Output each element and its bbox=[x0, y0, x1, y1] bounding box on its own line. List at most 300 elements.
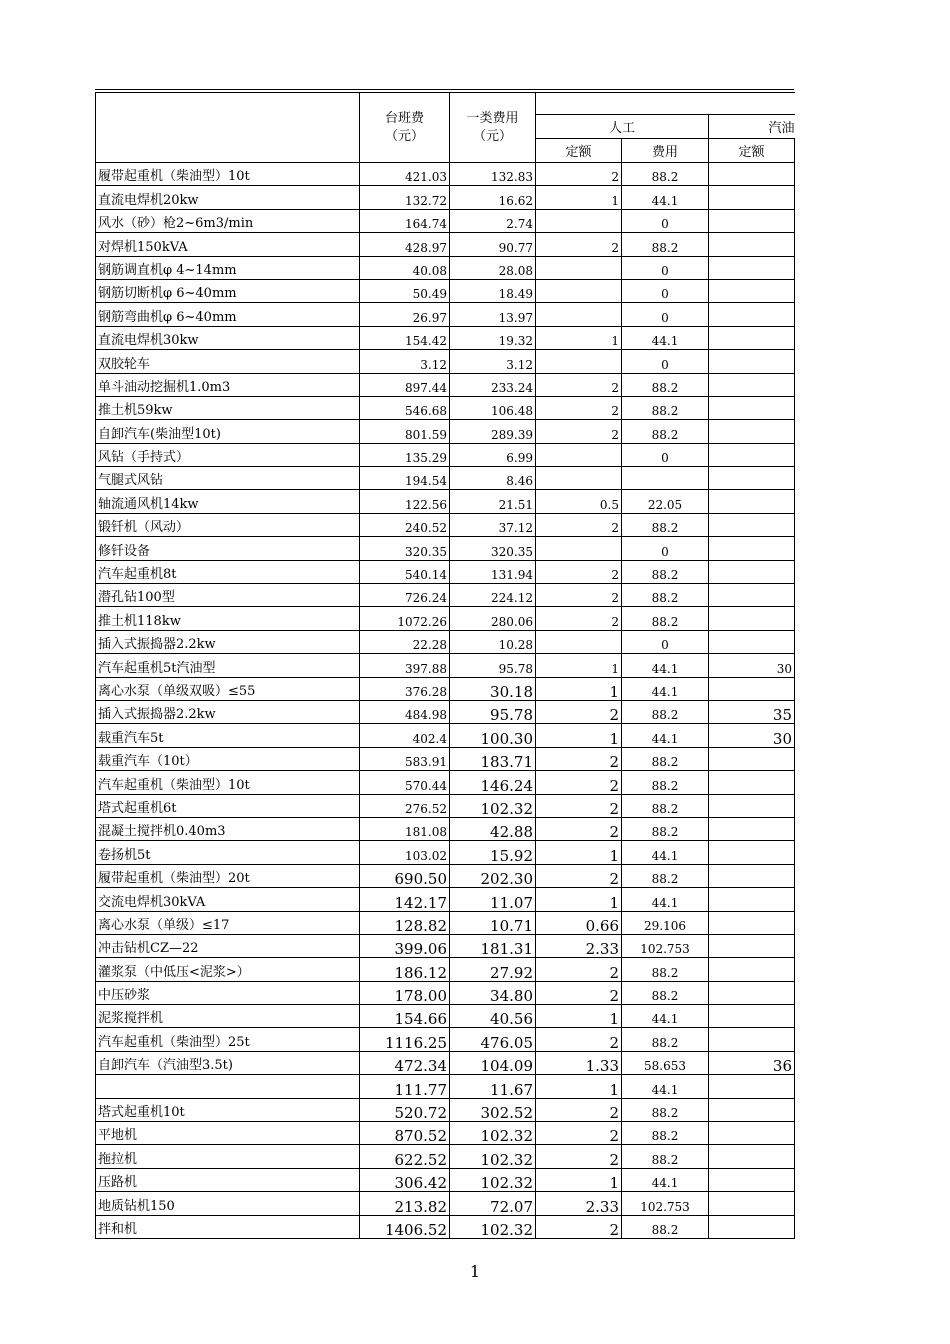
row-cat1: 146.24 bbox=[450, 771, 536, 794]
row-name: 离心水泵（单级）≤17 bbox=[96, 911, 360, 934]
row-fee: 306.42 bbox=[360, 1168, 450, 1191]
row-cat1: 289.39 bbox=[450, 420, 536, 443]
row-name: 自卸汽车（汽油型3.5t) bbox=[96, 1051, 360, 1074]
row-gas-quota bbox=[709, 326, 795, 349]
row-labor-cost: 44.1 bbox=[622, 1168, 709, 1191]
row-labor-cost: 0 bbox=[622, 350, 709, 373]
row-labor-quota: 1.33 bbox=[536, 1051, 622, 1074]
row-gas-quota bbox=[709, 911, 795, 934]
row-labor-cost: 44.1 bbox=[622, 654, 709, 677]
row-name: 卷扬机5t bbox=[96, 841, 360, 864]
table-row bbox=[96, 467, 795, 490]
table-row bbox=[96, 747, 795, 770]
row-labor-quota: 2 bbox=[536, 771, 622, 794]
row-name: 气腿式风钻 bbox=[96, 467, 360, 490]
row-fee: 801.59 bbox=[360, 420, 450, 443]
row-gas-quota bbox=[709, 303, 795, 326]
row-gas-quota bbox=[709, 467, 795, 490]
row-gas-quota bbox=[709, 256, 795, 279]
row-fee: 690.50 bbox=[360, 864, 450, 887]
row-cat1: 181.31 bbox=[450, 934, 536, 957]
row-labor-quota bbox=[536, 279, 622, 302]
row-cat1: 8.46 bbox=[450, 467, 536, 490]
row-fee: 540.14 bbox=[360, 560, 450, 583]
row-name: 平地机 bbox=[96, 1122, 360, 1145]
row-labor-cost: 0 bbox=[622, 303, 709, 326]
row-gas-quota bbox=[709, 934, 795, 957]
row-gas-quota bbox=[709, 1005, 795, 1028]
row-cat1: 18.49 bbox=[450, 279, 536, 302]
table-row bbox=[96, 1028, 795, 1051]
row-labor-quota: 2 bbox=[536, 1145, 622, 1168]
table-row bbox=[96, 186, 795, 209]
row-labor-quota: 2 bbox=[536, 233, 622, 256]
row-name: 对焊机150kVA bbox=[96, 233, 360, 256]
row-gas-quota bbox=[709, 630, 795, 653]
row-labor-cost: 88.2 bbox=[622, 864, 709, 887]
row-name: 载重汽车（10t） bbox=[96, 747, 360, 770]
row-fee: 154.66 bbox=[360, 1005, 450, 1028]
row-labor-quota: 1 bbox=[536, 326, 622, 349]
row-fee: 1116.25 bbox=[360, 1028, 450, 1051]
row-name: 插入式振捣器2.2kw bbox=[96, 700, 360, 723]
table-row bbox=[96, 934, 795, 957]
row-labor-quota bbox=[536, 303, 622, 326]
table-row bbox=[96, 233, 795, 256]
table-row bbox=[96, 396, 795, 419]
row-name: 汽车起重机（柴油型）25t bbox=[96, 1028, 360, 1051]
row-labor-cost: 44.1 bbox=[622, 677, 709, 700]
row-name: 泥浆搅拌机 bbox=[96, 1005, 360, 1028]
row-name: 汽车起重机（柴油型）10t bbox=[96, 771, 360, 794]
row-labor-cost: 102.753 bbox=[622, 934, 709, 957]
row-cat1: 202.30 bbox=[450, 864, 536, 887]
row-gas-quota bbox=[709, 279, 795, 302]
table-row bbox=[96, 958, 795, 981]
table-row bbox=[96, 1122, 795, 1145]
row-fee: 213.82 bbox=[360, 1192, 450, 1215]
row-labor-quota: 2 bbox=[536, 163, 622, 186]
row-gas-quota bbox=[709, 396, 795, 419]
row-cat1: 40.56 bbox=[450, 1005, 536, 1028]
table-row bbox=[96, 700, 795, 723]
table-row bbox=[96, 560, 795, 583]
row-labor-quota bbox=[536, 443, 622, 466]
row-fee: 320.35 bbox=[360, 537, 450, 560]
row-labor-cost: 88.2 bbox=[622, 373, 709, 396]
row-cat1: 72.07 bbox=[450, 1192, 536, 1215]
row-gas-quota bbox=[709, 233, 795, 256]
row-gas-quota: 30 bbox=[709, 654, 795, 677]
row-labor-quota: 2 bbox=[536, 396, 622, 419]
row-labor-cost: 88.2 bbox=[622, 817, 709, 840]
row-gas-quota bbox=[709, 490, 795, 513]
row-name: 拌和机 bbox=[96, 1215, 360, 1238]
row-gas-quota bbox=[709, 958, 795, 981]
row-cat1: 106.48 bbox=[450, 396, 536, 419]
row-labor-cost: 88.2 bbox=[622, 747, 709, 770]
row-fee: 870.52 bbox=[360, 1122, 450, 1145]
row-gas-quota bbox=[709, 186, 795, 209]
row-fee: 472.34 bbox=[360, 1051, 450, 1074]
row-gas-quota bbox=[709, 841, 795, 864]
row-name: 锻钎机（风动） bbox=[96, 513, 360, 536]
row-cat1: 6.99 bbox=[450, 443, 536, 466]
row-cat1: 28.08 bbox=[450, 256, 536, 279]
header-spacer bbox=[536, 93, 795, 115]
row-labor-quota: 2 bbox=[536, 513, 622, 536]
row-labor-quota: 1 bbox=[536, 677, 622, 700]
row-cat1: 13.97 bbox=[450, 303, 536, 326]
row-name: 风钻（手持式） bbox=[96, 443, 360, 466]
row-name: 交流电焊机30kVA bbox=[96, 888, 360, 911]
row-labor-cost: 88.2 bbox=[622, 794, 709, 817]
row-labor-quota: 1 bbox=[536, 1075, 622, 1098]
row-labor-cost: 88.2 bbox=[622, 1122, 709, 1145]
row-gas-quota bbox=[709, 747, 795, 770]
row-cat1: 11.67 bbox=[450, 1075, 536, 1098]
table-row bbox=[96, 724, 795, 747]
row-name: 直流电焊机20kw bbox=[96, 186, 360, 209]
row-fee: 376.28 bbox=[360, 677, 450, 700]
row-labor-quota bbox=[536, 630, 622, 653]
table-body bbox=[96, 163, 795, 1239]
row-name: 塔式起重机6t bbox=[96, 794, 360, 817]
row-gas-quota bbox=[709, 981, 795, 1004]
row-fee: 132.72 bbox=[360, 186, 450, 209]
row-gas-quota bbox=[709, 1145, 795, 1168]
table-row bbox=[96, 1145, 795, 1168]
row-name: 压路机 bbox=[96, 1168, 360, 1191]
table-row bbox=[96, 1098, 795, 1121]
header-labor-cost: 费用 bbox=[622, 139, 709, 163]
row-fee: 399.06 bbox=[360, 934, 450, 957]
row-gas-quota bbox=[709, 794, 795, 817]
row-name: 拖拉机 bbox=[96, 1145, 360, 1168]
row-labor-quota bbox=[536, 537, 622, 560]
row-fee: 1072.26 bbox=[360, 607, 450, 630]
table-row bbox=[96, 303, 795, 326]
table-row bbox=[96, 1215, 795, 1238]
row-cat1: 100.30 bbox=[450, 724, 536, 747]
row-labor-quota: 2 bbox=[536, 747, 622, 770]
row-cat1: 104.09 bbox=[450, 1051, 536, 1074]
row-labor-quota: 2 bbox=[536, 607, 622, 630]
row-name: 潜孔钻100型 bbox=[96, 584, 360, 607]
row-cat1: 10.28 bbox=[450, 630, 536, 653]
row-labor-cost: 88.2 bbox=[622, 1145, 709, 1168]
row-labor-quota: 2 bbox=[536, 560, 622, 583]
row-labor-quota: 2 bbox=[536, 700, 622, 723]
row-name: 风水（砂）枪2~6m3/min bbox=[96, 209, 360, 232]
row-labor-cost: 22.05 bbox=[622, 490, 709, 513]
row-cat1: 102.32 bbox=[450, 1122, 536, 1145]
row-labor-quota bbox=[536, 350, 622, 373]
row-name: 塔式起重机10t bbox=[96, 1098, 360, 1121]
row-gas-quota bbox=[709, 163, 795, 186]
row-labor-cost: 88.2 bbox=[622, 1215, 709, 1238]
row-labor-quota: 2.33 bbox=[536, 1192, 622, 1215]
header-group-labor: 人工 bbox=[536, 115, 709, 139]
row-fee: 178.00 bbox=[360, 981, 450, 1004]
row-name: 履带起重机（柴油型）10t bbox=[96, 163, 360, 186]
row-fee: 154.42 bbox=[360, 326, 450, 349]
row-gas-quota bbox=[709, 817, 795, 840]
row-labor-cost: 29.106 bbox=[622, 911, 709, 934]
row-labor-quota: 2 bbox=[536, 1122, 622, 1145]
row-labor-cost: 44.1 bbox=[622, 1075, 709, 1098]
row-labor-cost: 88.2 bbox=[622, 513, 709, 536]
row-cat1: 102.32 bbox=[450, 1168, 536, 1191]
row-labor-cost: 88.2 bbox=[622, 584, 709, 607]
row-cat1: 11.07 bbox=[450, 888, 536, 911]
row-cat1: 131.94 bbox=[450, 560, 536, 583]
row-gas-quota bbox=[709, 209, 795, 232]
row-labor-quota: 2 bbox=[536, 584, 622, 607]
row-fee: 40.08 bbox=[360, 256, 450, 279]
row-labor-cost: 88.2 bbox=[622, 981, 709, 1004]
row-name: 直流电焊机30kw bbox=[96, 326, 360, 349]
row-labor-cost: 88.2 bbox=[622, 163, 709, 186]
row-labor-quota: 1 bbox=[536, 1168, 622, 1191]
row-labor-cost: 88.2 bbox=[622, 607, 709, 630]
row-cat1: 34.80 bbox=[450, 981, 536, 1004]
row-labor-cost: 88.2 bbox=[622, 420, 709, 443]
row-gas-quota bbox=[709, 537, 795, 560]
row-gas-quota bbox=[709, 771, 795, 794]
row-labor-quota: 1 bbox=[536, 888, 622, 911]
header-labor-quota: 定额 bbox=[536, 139, 622, 163]
row-cat1: 30.18 bbox=[450, 677, 536, 700]
row-fee: 181.08 bbox=[360, 817, 450, 840]
row-gas-quota bbox=[709, 1122, 795, 1145]
row-labor-cost: 44.1 bbox=[622, 841, 709, 864]
row-labor-cost: 44.1 bbox=[622, 888, 709, 911]
row-fee: 428.97 bbox=[360, 233, 450, 256]
table-row bbox=[96, 279, 795, 302]
row-gas-quota: 35 bbox=[709, 700, 795, 723]
row-labor-cost: 58.653 bbox=[622, 1051, 709, 1074]
row-labor-cost: 0 bbox=[622, 630, 709, 653]
row-cat1: 183.71 bbox=[450, 747, 536, 770]
row-labor-quota: 2 bbox=[536, 958, 622, 981]
row-cat1: 21.51 bbox=[450, 490, 536, 513]
row-gas-quota bbox=[709, 677, 795, 700]
row-cat1: 102.32 bbox=[450, 1215, 536, 1238]
row-labor-cost: 88.2 bbox=[622, 1098, 709, 1121]
row-gas-quota bbox=[709, 1028, 795, 1051]
row-name: 履带起重机（柴油型）20t bbox=[96, 864, 360, 887]
row-labor-cost: 44.1 bbox=[622, 186, 709, 209]
row-name: 混凝土搅拌机0.40m3 bbox=[96, 817, 360, 840]
row-labor-cost bbox=[622, 467, 709, 490]
header-cat1: 一类费用 （元） bbox=[450, 93, 536, 163]
table-row bbox=[96, 794, 795, 817]
row-fee: 186.12 bbox=[360, 958, 450, 981]
row-cat1: 320.35 bbox=[450, 537, 536, 560]
row-name: 插入式振捣器2.2kw bbox=[96, 630, 360, 653]
row-cat1: 132.83 bbox=[450, 163, 536, 186]
table-row bbox=[96, 864, 795, 887]
row-fee: 3.12 bbox=[360, 350, 450, 373]
row-fee: 103.02 bbox=[360, 841, 450, 864]
table-row bbox=[96, 256, 795, 279]
header-fee: 台班费 （元） bbox=[360, 93, 450, 163]
row-labor-cost: 0 bbox=[622, 537, 709, 560]
header-name-cell bbox=[96, 93, 360, 163]
row-fee: 164.74 bbox=[360, 209, 450, 232]
row-fee: 520.72 bbox=[360, 1098, 450, 1121]
row-labor-quota: 1 bbox=[536, 1005, 622, 1028]
row-gas-quota bbox=[709, 1098, 795, 1121]
row-fee: 22.28 bbox=[360, 630, 450, 653]
table-row bbox=[96, 1005, 795, 1028]
row-fee: 194.54 bbox=[360, 467, 450, 490]
row-labor-cost: 88.2 bbox=[622, 958, 709, 981]
row-fee: 397.88 bbox=[360, 654, 450, 677]
row-cat1: 10.71 bbox=[450, 911, 536, 934]
table-row bbox=[96, 630, 795, 653]
row-cat1: 3.12 bbox=[450, 350, 536, 373]
row-fee: 1406.52 bbox=[360, 1215, 450, 1238]
table-row bbox=[96, 911, 795, 934]
row-name: 推土机118kw bbox=[96, 607, 360, 630]
row-cat1: 280.06 bbox=[450, 607, 536, 630]
row-gas-quota bbox=[709, 1192, 795, 1215]
row-labor-quota: 2 bbox=[536, 794, 622, 817]
row-fee: 111.77 bbox=[360, 1075, 450, 1098]
row-labor-quota: 2 bbox=[536, 373, 622, 396]
row-labor-cost: 44.1 bbox=[622, 1005, 709, 1028]
row-labor-cost: 88.2 bbox=[622, 771, 709, 794]
row-fee: 240.52 bbox=[360, 513, 450, 536]
row-cat1: 95.78 bbox=[450, 654, 536, 677]
page-number: 1 bbox=[469, 1262, 481, 1281]
row-fee: 546.68 bbox=[360, 396, 450, 419]
row-gas-quota bbox=[709, 864, 795, 887]
table-row bbox=[96, 1075, 795, 1098]
row-fee: 26.97 bbox=[360, 303, 450, 326]
row-labor-cost: 0 bbox=[622, 256, 709, 279]
row-cat1: 16.62 bbox=[450, 186, 536, 209]
row-cat1: 224.12 bbox=[450, 584, 536, 607]
table-row bbox=[96, 443, 795, 466]
row-name: 推土机59kw bbox=[96, 396, 360, 419]
row-gas-quota bbox=[709, 1168, 795, 1191]
row-name: 钢筋切断机φ 6~40mm bbox=[96, 279, 360, 302]
row-labor-cost: 102.753 bbox=[622, 1192, 709, 1215]
row-labor-cost: 88.2 bbox=[622, 396, 709, 419]
row-labor-cost: 0 bbox=[622, 443, 709, 466]
row-fee: 421.03 bbox=[360, 163, 450, 186]
row-name: 灌浆泵（中低压<泥浆>） bbox=[96, 958, 360, 981]
row-gas-quota: 30 bbox=[709, 724, 795, 747]
row-fee: 897.44 bbox=[360, 373, 450, 396]
row-labor-cost: 44.1 bbox=[622, 326, 709, 349]
table-row bbox=[96, 817, 795, 840]
row-gas-quota bbox=[709, 1075, 795, 1098]
row-fee: 402.4 bbox=[360, 724, 450, 747]
row-labor-quota: 2 bbox=[536, 817, 622, 840]
row-labor-quota: 2 bbox=[536, 420, 622, 443]
row-name: 离心水泵（单级双吸）≤55 bbox=[96, 677, 360, 700]
row-name: 载重汽车5t bbox=[96, 724, 360, 747]
row-fee: 276.52 bbox=[360, 794, 450, 817]
row-name: 地质钻机150 bbox=[96, 1192, 360, 1215]
table-row bbox=[96, 1051, 795, 1074]
row-name: 中压砂浆 bbox=[96, 981, 360, 1004]
row-cat1: 19.32 bbox=[450, 326, 536, 349]
row-labor-quota: 2 bbox=[536, 1098, 622, 1121]
row-name: 钢筋弯曲机φ 6~40mm bbox=[96, 303, 360, 326]
row-fee: 128.82 bbox=[360, 911, 450, 934]
table-row bbox=[96, 209, 795, 232]
row-gas-quota bbox=[709, 607, 795, 630]
table-row bbox=[96, 771, 795, 794]
table-row bbox=[96, 654, 795, 677]
row-labor-cost: 88.2 bbox=[622, 1028, 709, 1051]
header-gas-quota: 定额 bbox=[709, 139, 795, 163]
row-gas-quota bbox=[709, 350, 795, 373]
table-row bbox=[96, 1192, 795, 1215]
machine-cost-table bbox=[95, 92, 795, 1239]
row-labor-cost: 0 bbox=[622, 209, 709, 232]
row-labor-cost: 88.2 bbox=[622, 560, 709, 583]
row-labor-cost: 88.2 bbox=[622, 700, 709, 723]
row-gas-quota bbox=[709, 560, 795, 583]
table-row bbox=[96, 841, 795, 864]
table-row bbox=[96, 584, 795, 607]
row-labor-quota: 1 bbox=[536, 841, 622, 864]
row-name: 双胶轮车 bbox=[96, 350, 360, 373]
row-cat1: 15.92 bbox=[450, 841, 536, 864]
row-fee: 570.44 bbox=[360, 771, 450, 794]
row-fee: 583.91 bbox=[360, 747, 450, 770]
row-gas-quota: 36 bbox=[709, 1051, 795, 1074]
table-row bbox=[96, 420, 795, 443]
row-name: 修钎设备 bbox=[96, 537, 360, 560]
row-gas-quota bbox=[709, 443, 795, 466]
table-row bbox=[96, 981, 795, 1004]
row-fee: 726.24 bbox=[360, 584, 450, 607]
row-gas-quota bbox=[709, 373, 795, 396]
row-labor-quota: 0.5 bbox=[536, 490, 622, 513]
row-labor-quota: 2 bbox=[536, 1028, 622, 1051]
table-row bbox=[96, 326, 795, 349]
row-fee: 142.17 bbox=[360, 888, 450, 911]
row-gas-quota bbox=[709, 888, 795, 911]
table-row bbox=[96, 677, 795, 700]
row-cat1: 27.92 bbox=[450, 958, 536, 981]
row-labor-quota: 2 bbox=[536, 981, 622, 1004]
row-labor-cost: 44.1 bbox=[622, 724, 709, 747]
row-gas-quota bbox=[709, 584, 795, 607]
row-cat1: 90.77 bbox=[450, 233, 536, 256]
table-row bbox=[96, 163, 795, 186]
table-row bbox=[96, 373, 795, 396]
row-labor-cost: 88.2 bbox=[622, 233, 709, 256]
row-fee: 484.98 bbox=[360, 700, 450, 723]
row-labor-cost: 0 bbox=[622, 279, 709, 302]
row-labor-quota: 1 bbox=[536, 654, 622, 677]
table-row bbox=[96, 607, 795, 630]
table-row bbox=[96, 350, 795, 373]
row-name: 汽车起重机5t汽油型 bbox=[96, 654, 360, 677]
row-name: 汽车起重机8t bbox=[96, 560, 360, 583]
row-name bbox=[96, 1075, 360, 1098]
table-row bbox=[96, 537, 795, 560]
row-labor-quota bbox=[536, 467, 622, 490]
